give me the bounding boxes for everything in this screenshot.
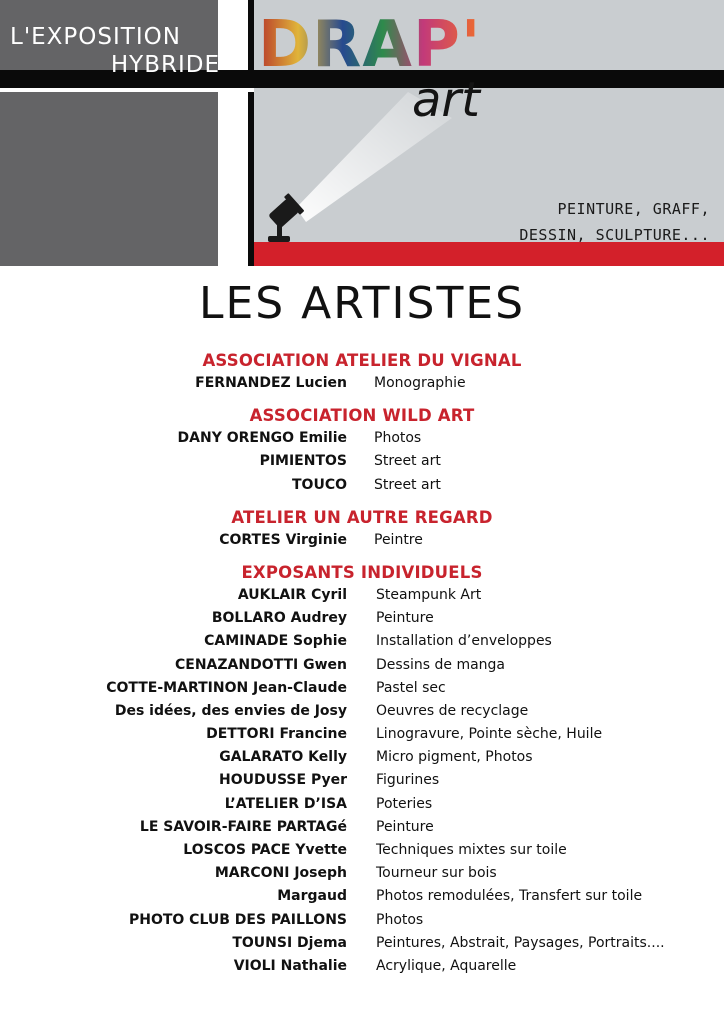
artist-specialty: Figurines (376, 772, 440, 789)
exposition-line-1: L'EXPOSITION (10, 24, 181, 50)
artist-row (0, 909, 724, 932)
artist-name: MARCONI Joseph (214, 865, 347, 882)
exposition-title (10, 22, 222, 80)
group-title: ATELIER UN AUTRE REGARD (231, 507, 493, 527)
artist-name: TOUCO (292, 476, 347, 493)
artist-name: CENAZANDOTTI Gwen (174, 656, 347, 673)
group-title: EXPOSANTS INDIVIDUELS (241, 562, 483, 582)
artist-specialty: Street art (374, 476, 441, 493)
artist-row (0, 700, 724, 723)
group-wild-art (0, 405, 724, 497)
artist-name: L’ATELIER D’ISA (224, 795, 347, 812)
artist-name: PIMIENTOS (259, 453, 347, 470)
artist-row (0, 450, 724, 473)
artist-name: FERNANDEZ Lucien (195, 375, 347, 391)
page-title: LES ARTISTES (198, 278, 526, 329)
artist-row (0, 677, 724, 700)
artist-specialty: Peinture (376, 610, 434, 627)
group-title: ASSOCIATION ATELIER DU VIGNAL (202, 351, 522, 370)
artist-name: DANY ORENGO Emilie (177, 430, 347, 447)
artist-row (0, 607, 724, 630)
group-title: ASSOCIATION WILD ART (249, 406, 475, 426)
tagline-line-1: PEINTURE, GRAFF, (557, 200, 710, 218)
group-autre-regard (0, 507, 724, 552)
artist-specialty: Techniques mixtes sur toile (376, 842, 567, 858)
artist-row (0, 372, 724, 395)
artist-row (0, 885, 724, 908)
artist-name: HOUDUSSE Pyer (219, 772, 347, 789)
artist-name: Margaud (277, 888, 347, 905)
artist-name: COTTE-MARTINON Jean-Claude (106, 679, 347, 696)
artist-name: TOUNSI Djema (232, 934, 347, 951)
artist-specialty: Monographie (374, 375, 466, 391)
artist-row (0, 793, 724, 816)
exposition-line-2: HYBRIDE (110, 52, 220, 78)
artist-name: CAMINADE Sophie (204, 633, 347, 650)
tagline (450, 196, 710, 248)
artist-specialty: Pastel sec (376, 679, 446, 696)
artist-specialty: Linogravure, Pointe sèche, Huile (376, 726, 603, 743)
group-exposants-individuels (0, 562, 724, 978)
artist-row (0, 932, 724, 955)
artist-row (0, 427, 724, 450)
artist-list (0, 350, 724, 988)
artist-specialty: Poteries (376, 795, 433, 812)
artist-name: CORTES Virginie (219, 531, 347, 548)
artist-name: LOSCOS PACE Yvette (183, 842, 347, 858)
artist-row (0, 746, 724, 769)
artist-specialty: Street art (374, 453, 441, 470)
artist-row (0, 723, 724, 746)
artist-specialty: Acrylique, Aquarelle (376, 957, 517, 974)
artist-row (0, 630, 724, 653)
artist-name: LE SAVOIR-FAIRE PARTAGé (139, 818, 347, 835)
artist-specialty: Photos (376, 911, 424, 928)
artist-row (0, 474, 724, 497)
logo-drap: DRAP' (258, 8, 482, 82)
artist-row (0, 955, 724, 978)
artist-row (0, 584, 724, 607)
artist-specialty: Peintures, Abstrait, Paysages, Portraits.... (376, 934, 665, 951)
artist-row (0, 816, 724, 839)
artist-row (0, 839, 724, 862)
artist-name: PHOTO CLUB DES PAILLONS (128, 911, 347, 928)
artist-name: BOLLARO Audrey (211, 610, 347, 627)
tagline-line-2: DESSIN, SCULPTURE... (519, 226, 710, 244)
artist-name: DETTORI Francine (206, 726, 347, 743)
logo-art: art (412, 72, 480, 128)
artist-specialty: Peinture (376, 818, 434, 835)
artist-row (0, 654, 724, 677)
artist-specialty: Photos (374, 430, 422, 447)
white-horizontal-line (0, 88, 254, 92)
artist-specialty: Installation d’enveloppes (376, 633, 552, 650)
artist-specialty: Oeuvres de recyclage (376, 702, 529, 719)
artist-specialty: Photos remodulées, Transfert sur toile (376, 888, 643, 905)
artist-name: AUKLAIR Cyril (237, 586, 347, 603)
header-banner (0, 0, 724, 266)
artist-row (0, 862, 724, 885)
artist-row (0, 529, 724, 552)
artist-row (0, 769, 724, 792)
artist-specialty: Peintre (374, 531, 423, 548)
artist-specialty: Steampunk Art (376, 586, 482, 603)
artist-name: GALARATO Kelly (219, 749, 347, 766)
artist-name: VIOLI Nathalie (233, 957, 347, 974)
artist-specialty: Dessins de manga (376, 656, 505, 673)
artist-name: Des idées, des envies de Josy (114, 702, 347, 719)
group-vignal (0, 350, 724, 395)
artist-specialty: Micro pigment, Photos (376, 749, 533, 766)
artist-specialty: Tourneur sur bois (376, 865, 497, 882)
